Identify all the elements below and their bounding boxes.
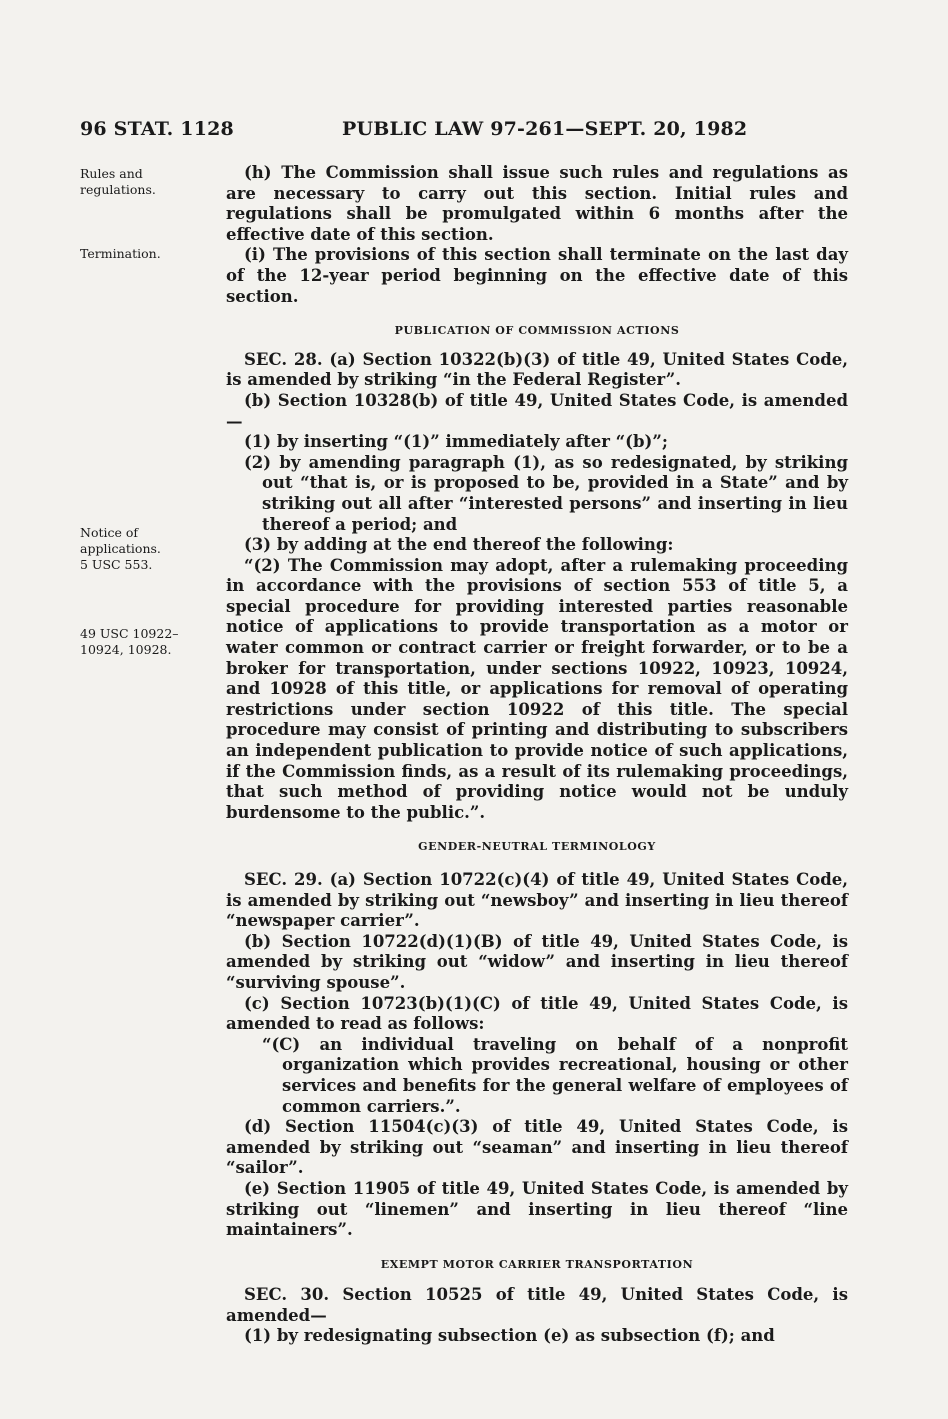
sec29-e: (e) Section 11905 of title 49, United States Code, is amended by striking out “linemen” and inserting in lieu thereof “line maintainers”. (226, 1178, 848, 1240)
heading-gender-neutral: GENDER-NEUTRAL TERMINOLOGY (418, 840, 656, 854)
margin-note-termination: Termination. (80, 246, 161, 261)
sec28-b2: (2) by amending paragraph (1), as so redesignated, by striking out “that is, or is proposed to be, provided in a State” and by striking out all after “interested persons” and inserting in lieu thereof a period; and (244, 452, 848, 534)
section-i: (i) The provisions of this section shall terminate on the last day of the 12-year period beginning on the effective date of this section. (226, 245, 848, 306)
sec29-a: SEC. 29. (a) Section 10722(c)(4) of title 49, United States Code, is amended by striking out “newsboy” and inserting in lieu thereof “newspaper carrier”. (226, 870, 848, 931)
sec30-intro: SEC. 30. Section 10525 of title 49, United States Code, is amended— (226, 1285, 848, 1325)
section-h: (h) The Commission shall issue such rules and regulations as are necessary to carry out this section. Initial rules and regulations shall be promulgated within 6 months after the effective date of this section. (226, 163, 848, 244)
sec29-c: (c) Section 10723(b)(1)(C) of title 49, United States Code, is amended to read as follows: (226, 993, 848, 1034)
heading-publication: PUBLICATION OF COMMISSION ACTIONS (394, 324, 680, 338)
sec30-item1: (1) by redesignating subsection (e) as subsection (f); and (244, 1326, 775, 1346)
page-header (80, 118, 848, 150)
body-text (226, 163, 848, 1347)
sec29-b: (b) Section 10722(d)(1)(B) of title 49, United States Code, is amended by striking out “widow” and inserting in lieu thereof “surviving spouse”. (226, 931, 848, 992)
margin-note-notice (80, 525, 190, 573)
sec28-b3: (3) by adding at the end thereof the following: (244, 535, 674, 555)
sec28-a: SEC. 28. (a) Section 10322(b)(3) of title 49, United States Code, is amended by striking “in the Federal Register”. (226, 349, 848, 390)
heading-exempt-motor: EXEMPT MOTOR CARRIER TRANSPORTATION (380, 1257, 694, 1271)
sec28-b: (b) Section 10328(b) of title 49, United States Code, is amended— (226, 390, 848, 431)
margin-note-usc: 49 USC 10922–10924, 10928. (80, 626, 179, 657)
public-law-title: PUBLIC LAW 97-261—SEPT. 20, 1982 (342, 118, 748, 140)
stat-citation: 96 STAT. 1128 (80, 118, 234, 140)
sec28-quote: “(2) The Commission may adopt, after a rulemaking proceeding in accordance with the provisions of section 553 of title 5, a special procedure for providing interested parties reasonable notice of applications to provide transportation as a motor or water common or contract carrier or freight forwarder, or to be a broker for transportation, under sections 10922, 10923, 10924, and 10928 of this title, or applications for removal of operating restrictions under section 10922 of this title. The special procedure may consist of printing and distributing to subscribers an independent publication to provide notice of such applications, if the Commission finds, as a result of its rulemaking proceedings, that such method of providing notice would not be unduly burdensome to the public.”. (226, 555, 848, 822)
margin-note-notice-cite: 5 USC 553. (80, 557, 153, 572)
sec29-c-quote: “(C) an individual traveling on behalf of a nonprofit organization which provides recreational, housing or other services and benefits for the general welfare of employees of common carriers.”. (262, 1034, 848, 1116)
margin-note-rules: Rules and regulations. (80, 166, 156, 197)
margin-note-notice-text: Notice of applications. (80, 525, 161, 556)
sec28-b1: (1) by inserting “(1)” immediately after “(b)”; (244, 432, 668, 452)
sec29-d: (d) Section 11504(c)(3) of title 49, United States Code, is amended by striking out “seaman” and inserting in lieu thereof “sailor”. (226, 1117, 848, 1178)
